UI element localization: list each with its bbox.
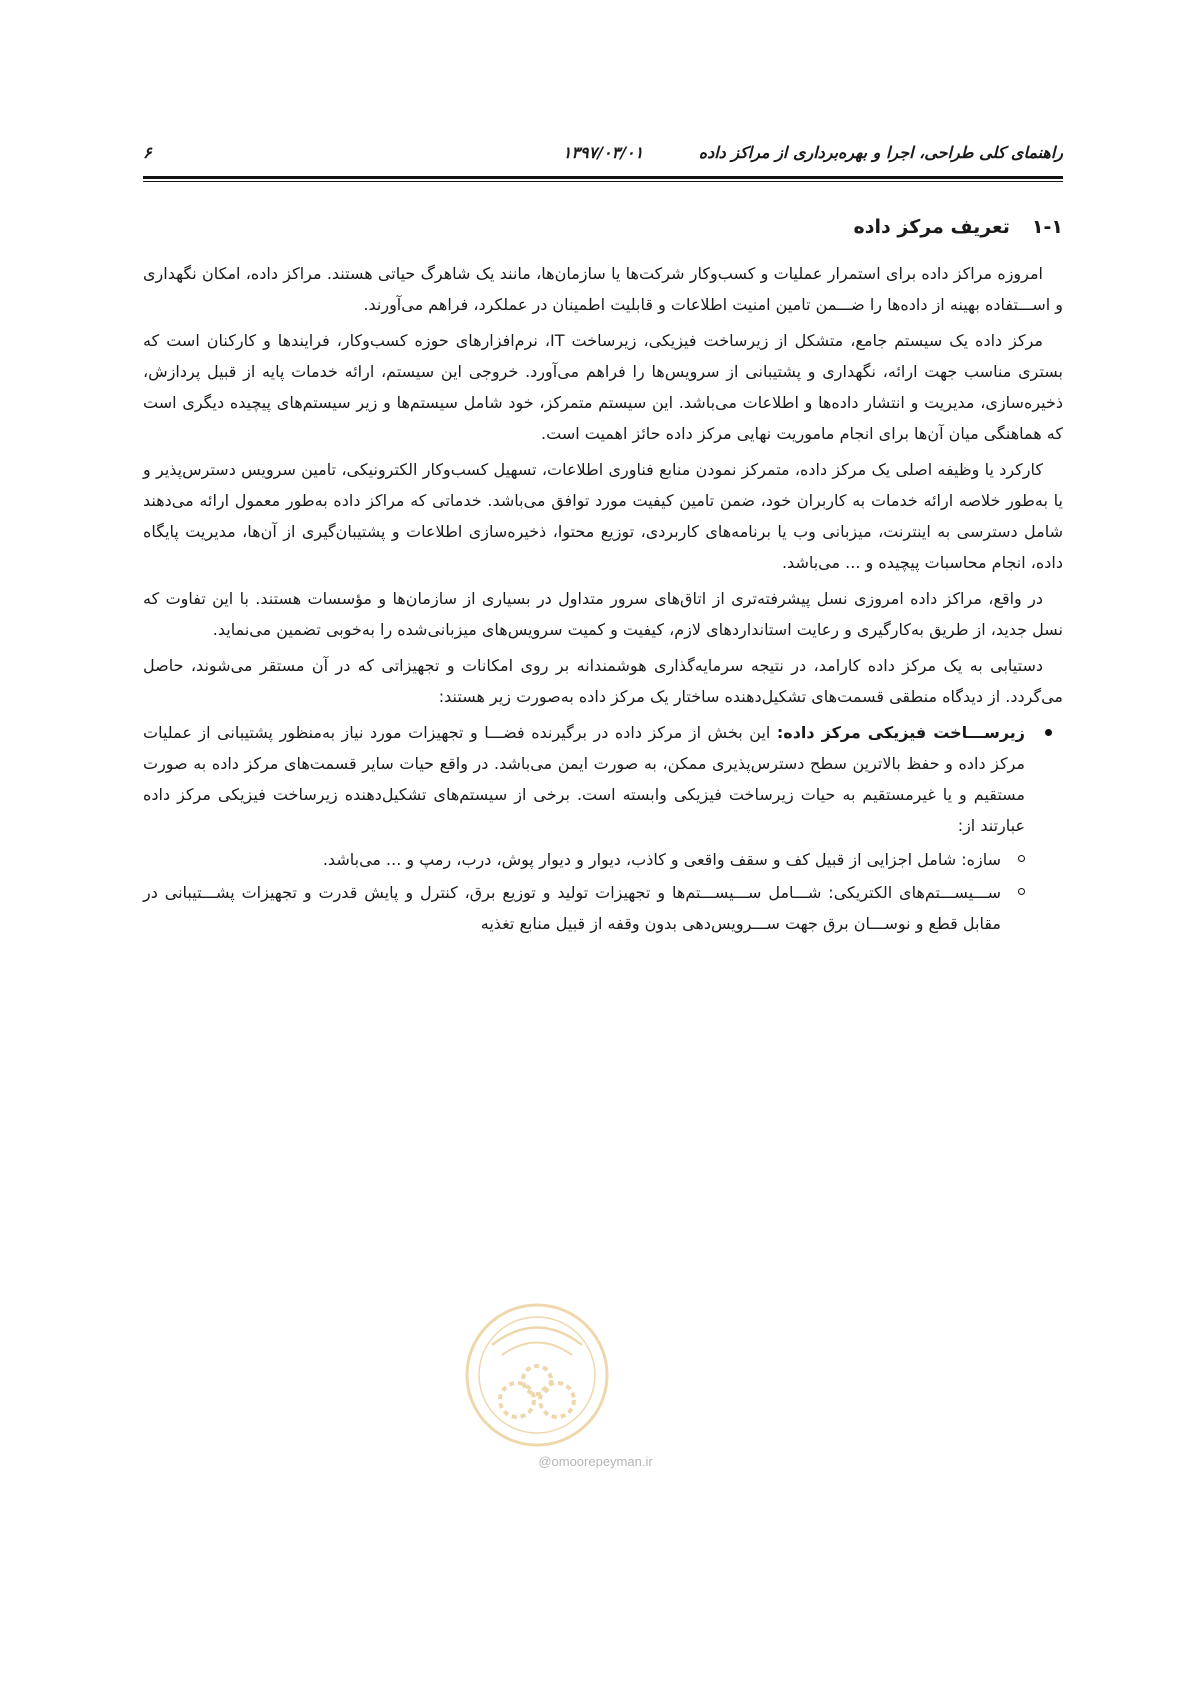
paragraph-2: مرکز داده یک سیستم جامع، متشکل از زیرساخت فیزیکی، زیرساخت IT، نرم‌افزارهای حوزه کسب‌وکار، فرایندها و کارکنان است که بستری مناسب جهت ارائه، نگهداری و پشتیبانی از سرویس‌ها را فراهم می‌آورد. خروجی این سیستم، ارائه خدمات پایه از قبیل پردازش، ذخیره‌سازی، مدیریت و انتشار داده‌ها و اطلاعات می‌باشد. این سیستم متمرکز، خود شامل سیستم‌ها و زیر سیستم‌های پیچیده دیگری است که هماهنگی میان آن‌ها برای انجام ماموریت نهایی مرکز داده حائز اهمیت است.: [143, 331, 1063, 443]
bullet-physical-infrastructure: [143, 717, 1025, 939]
seal-gear-right: [540, 1383, 574, 1417]
header-rule-thick: [143, 176, 1063, 179]
seal-outer-ring: [467, 1305, 607, 1445]
sub-item-electrical: ســـیســـتم‌های الکتریکی: شـــامل ســـیســـتم‌ها و تجهیزات تولید و توزیع برق، کنترل و پایش قدرت و تجهیزات پشـــتیبانی در مقابل قطع و نوســـان برق جهت ســـرویس‌دهی بدون وقفه از قبیل منابع تغذیه: [143, 877, 1001, 939]
sub-item-structure: سازه: شامل اجزایی از قبیل کف و سقف واقعی و کاذب، دیوار و دیوار پوش، درب، رمپ و ... می‌باشد.: [143, 844, 1001, 875]
paragraph-4: در واقع، مراکز داده امروزی نسل پیشرفته‌تری از اتاق‌های سرور متداول در بسیاری از سازمان‌ها و مؤسسات هستند. با این تفاوت که نسل جدید، از طریق به‌کارگیری و رعایت استانداردهای لازم، کیفیت و کمیت سرویس‌های میزبانی‌شده را به‌خوبی تضمین می‌نماید.: [143, 589, 1063, 639]
publisher-seal-watermark-icon: [462, 1300, 612, 1450]
seal-gear-center: [523, 1366, 551, 1394]
seal-inner-ring: [479, 1317, 595, 1433]
sub-list: [143, 844, 1025, 939]
paragraph-1: امروزه مراکز داده برای استمرار عملیات و کسب‌وکار شرکت‌ها یا سازمان‌ها، مانند یک شاهرگ حیاتی هستند. مراکز داده، امکان نگهداری و اســـتفاده بهینه از داده‌ها را ضـــمن تامین امنیت اطلاعات و قابلیت اطمینان در عملکرد، فراهم می‌آورند.: [143, 264, 1063, 314]
page-body: [143, 212, 1063, 941]
bullet-text: این بخش از مرکز داده در برگیرنده فضـــا و تجهیزات مورد نیاز به‌منظور پشتیبانی از عملیات مرکز داده و حفظ بالاترین سطح دسترس‌پذیری ممکن، به صورت ایمن می‌باشد. در واقع حیات سایر قسمت‌های مرکز داده به صورت مستقیم و یا غیرمستقیم به حیات زیرساخت فیزیکی وابسته است. برخی از سیستم‌های تشکیل‌دهنده زیرساخت فیزیکی مرکز داده عبارتند از:: [143, 723, 1025, 835]
seal-script-arc-inner: [502, 1343, 572, 1356]
section-title: تعریف مرکز داده: [853, 216, 1010, 238]
header-date: ۱۳۹۷/۰۳/۰۱: [562, 143, 644, 162]
paragraph-3: کارکرد یا وظیفه اصلی یک مرکز داده، متمرکز نمودن منابع فناوری اطلاعات، تسهیل کسب‌وکار الکترونیکی، تامین سرویس دسترس‌پذیر و یا به‌طور خلاصه ارائه خدمات به کاربران خود، ضمن تامین کیفیت مورد توافق می‌باشد. خدماتی که مراکز داده به‌طور معمول ارائه می‌دهند شامل دسترسی به اینترنت، میزبانی وب یا برنامه‌های کاربردی، توزیع محتوا، ذخیره‌سازی اطلاعات و پشتیبان‌گیری از آن‌ها، مدیریت پایگاه داده، انجام محاسبات پیچیده و ... می‌باشد.: [143, 460, 1063, 572]
header-document-title: راهنمای کلی طراحی، اجرا و بهره‌برداری از مراکز داده: [698, 143, 1063, 162]
section-heading: [143, 212, 1063, 242]
watermark-site: @omoorepeyman.ir: [538, 1454, 653, 1469]
paragraph-5: دستیابی به یک مرکز داده کارامد، در نتیجه سرمایه‌گذاری هوشمندانه بر روی امکانات و تجهیزاتی که در آن مستقر می‌شوند، حاصل می‌گردد. از دیدگاه منطقی قسمت‌های تشکیل‌دهنده ساختار یک مرکز داده به‌صورت زیر هستند:: [143, 656, 1063, 706]
bullet-list: [143, 717, 1063, 939]
header-rule-thin: [143, 181, 1063, 182]
bullet-term: زیرســـاخت فیزیکی مرکز داده:: [776, 723, 1025, 742]
page-header: [143, 143, 1063, 173]
section-number: ۱-۱: [1031, 216, 1063, 238]
header-page-number: ۶: [143, 143, 152, 162]
seal-gear-left: [500, 1383, 534, 1417]
